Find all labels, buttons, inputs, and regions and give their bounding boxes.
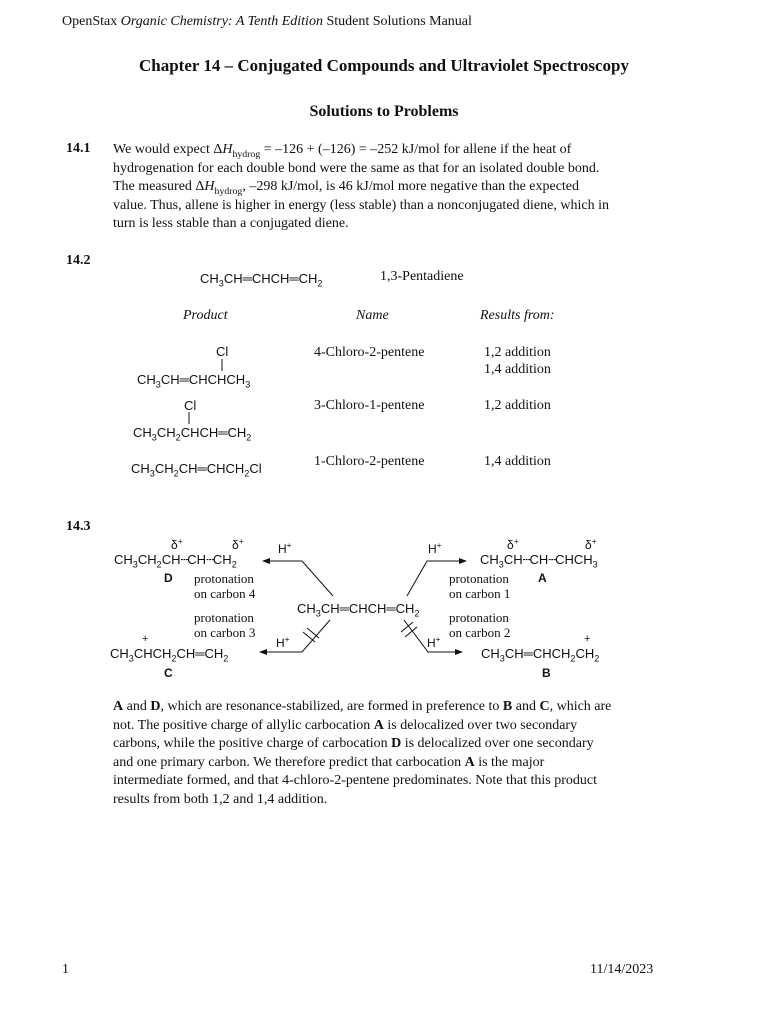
p14-1-t3: The measured Δ: [113, 179, 205, 194]
arrow-to-a: [407, 561, 466, 596]
pentadiene-formula: $CH_3CH═CHCH═CH_2$: [200, 271, 323, 289]
p14-3-l3-c: is delocalized over one secondary: [401, 736, 594, 751]
protonation-c2-line2: on carbon 2: [449, 625, 511, 640]
p14-3-l1-e: B: [502, 699, 513, 714]
header-suffix: Student Solutions Manual: [322, 14, 472, 29]
plus-ha: +: [436, 540, 442, 550]
p14-3-l2-b: A: [373, 717, 384, 733]
plus-hc: +: [284, 634, 290, 644]
page-number: 1: [62, 962, 69, 977]
row2-name: 3-Chloro-1-pentene: [314, 398, 425, 413]
p14-3-line-6: results from both 1,2 and 1,4 addition.: [113, 791, 328, 807]
protonation-c4-line1: protonation: [194, 571, 254, 586]
p14-3-l1-c: D: [150, 699, 161, 714]
solutions-title: Solutions to Problems: [309, 103, 459, 120]
p14-3-l2-c: is delocalized over two secondary: [383, 717, 578, 733]
p14-3-l1-b: and: [123, 699, 151, 714]
p14-3-l1-a: A: [113, 699, 124, 714]
p14-3-l2-a: not. The positive charge of allylic carbocation: [113, 717, 374, 733]
p14-3-line-3: [113, 735, 673, 754]
p14-3-l3-b: D: [391, 736, 402, 751]
p14-1-t1: We would expect Δ: [113, 142, 223, 157]
protonation-c3-line2: on carbon 3: [194, 625, 256, 640]
row1-name: 4-Chloro-2-pentene: [314, 345, 425, 360]
row1-cl-substituent: Cl: [216, 344, 229, 359]
p14-3-l1-d: , which are resonance-stabilized, are formed in preference to: [160, 699, 503, 714]
footer-date: 11/14/2023: [590, 962, 654, 977]
row1-result-2: 1,4 addition: [484, 362, 551, 377]
p14-3-line-1: [113, 698, 673, 717]
carbocation-a-formula: $CH_3CH┄CH┄CHCH_3$: [480, 552, 598, 570]
p14-3-l4-c: is the major: [474, 754, 545, 770]
label-d: D: [164, 571, 173, 585]
label-b: B: [542, 666, 551, 680]
row2-result: 1,2 addition: [484, 398, 551, 413]
delta-d1: δ: [171, 538, 178, 552]
protonation-c1-line2: on carbon 1: [449, 586, 511, 601]
column-header-results: Results from:: [480, 308, 555, 323]
p14-1-t2: = –126 + (–126) = –252 kJ/mol for allene if the heat of: [260, 142, 572, 157]
problem-number-14-2: 14.2: [66, 253, 91, 268]
plus-hd: +: [286, 540, 292, 550]
h-d: H: [278, 542, 287, 556]
p14-1-line-4: value. Thus, allene is higher in energy (less stable) than a nonconjugated diene, which in: [113, 197, 609, 213]
p14-1-t4: , –298 kJ/mol, is 46 kJ/mol more negative than the expected: [242, 179, 580, 194]
header-prefix: OpenStax: [62, 14, 121, 29]
row3-name: 1-Chloro-2-pentene: [314, 454, 425, 469]
row3-structure: $CH_3CH_2CH═CHCH_2Cl$: [131, 461, 262, 479]
p14-1-h1: H: [222, 142, 233, 157]
plus-a2: +: [591, 536, 597, 546]
plus-hb: +: [435, 634, 441, 644]
arrow-to-c: [260, 620, 330, 652]
p14-1-line-2: hydrogenation for each double bond were the same as that for an isolated double bond.: [113, 160, 600, 176]
column-header-name: Name: [356, 308, 389, 323]
column-header-product: Product: [183, 308, 228, 323]
carbocation-d-formula: $CH_3CH_2CH┄CH┄CH_2$: [114, 552, 237, 570]
h-a: H: [428, 542, 437, 556]
center-diene-formula: $CH_3CH═CHCH═CH_2$: [297, 601, 420, 619]
delta-a1: δ: [507, 538, 514, 552]
delta-d2: δ: [232, 538, 239, 552]
arrow-to-b: [404, 620, 462, 652]
protonation-c1-line1: protonation: [449, 571, 509, 586]
arrow-to-d: [263, 561, 333, 596]
protonation-c2-line1: protonation: [449, 610, 509, 625]
protonation-c3-line1: protonation: [194, 610, 254, 625]
label-a: A: [538, 571, 547, 585]
h-c: H: [276, 636, 285, 650]
row1-result: 1,2 addition: [484, 345, 551, 360]
row2-structure: $CH_3CH_2CHCH═CH_2$: [133, 425, 252, 443]
p14-3-line-4: [113, 754, 673, 773]
row3-result: 1,4 addition: [484, 454, 551, 469]
p14-3-line-5: intermediate formed, and that 4-chloro-2-pentene predominates. Note that this product: [113, 773, 598, 788]
problem-14-3-text: [113, 698, 673, 809]
row2-cl-substituent: Cl: [184, 398, 197, 413]
carbocation-b-formula: $CH_3CH═CHCH_2CH_2$: [481, 646, 600, 664]
plus-a1: +: [513, 536, 519, 546]
pentadiene-name: 1,3-Pentadiene: [380, 269, 464, 284]
p14-1-s2: hydrog: [214, 185, 243, 197]
plus-charge-c: +: [142, 633, 149, 645]
p14-1-s1: hydrog: [232, 148, 261, 160]
delta-a2: δ: [585, 538, 592, 552]
carbocation-c-formula: $CH_3CHCH_2CH═CH_2$: [110, 646, 229, 664]
p14-1-line-5: turn is less stable than a conjugated diene.: [113, 216, 349, 231]
problem-number-14-3: 14.3: [66, 519, 91, 534]
p14-3-l1-h: , which are: [549, 699, 612, 714]
p14-3-l1-g: C: [539, 699, 550, 714]
problem-number-14-1: 14.1: [66, 141, 91, 156]
p14-3-l3-a: carbons, while the positive charge of carbocation: [113, 736, 392, 751]
protonation-c4-line2: on carbon 4: [194, 586, 256, 601]
p14-3-l4-b: A: [464, 754, 475, 770]
chapter-title: Chapter 14 – Conjugated Compounds and Ultraviolet Spectroscopy: [138, 56, 630, 75]
plus-d1: +: [177, 536, 183, 546]
plus-d2: +: [238, 536, 244, 546]
p14-1-h2: H: [204, 179, 215, 194]
h-b: H: [427, 636, 436, 650]
p14-3-l1-f: and: [512, 699, 540, 714]
plus-charge-b: +: [584, 633, 591, 645]
p14-3-line-2: [113, 717, 673, 736]
row1-structure: $CH_3CH═CHCHCH_3$: [137, 372, 251, 390]
header-book-title: Organic Chemistry: A Tenth Edition: [120, 14, 323, 29]
p14-3-l4-a: and one primary carbon. We therefore predict that carbocation: [113, 754, 465, 770]
label-c: C: [164, 666, 173, 680]
